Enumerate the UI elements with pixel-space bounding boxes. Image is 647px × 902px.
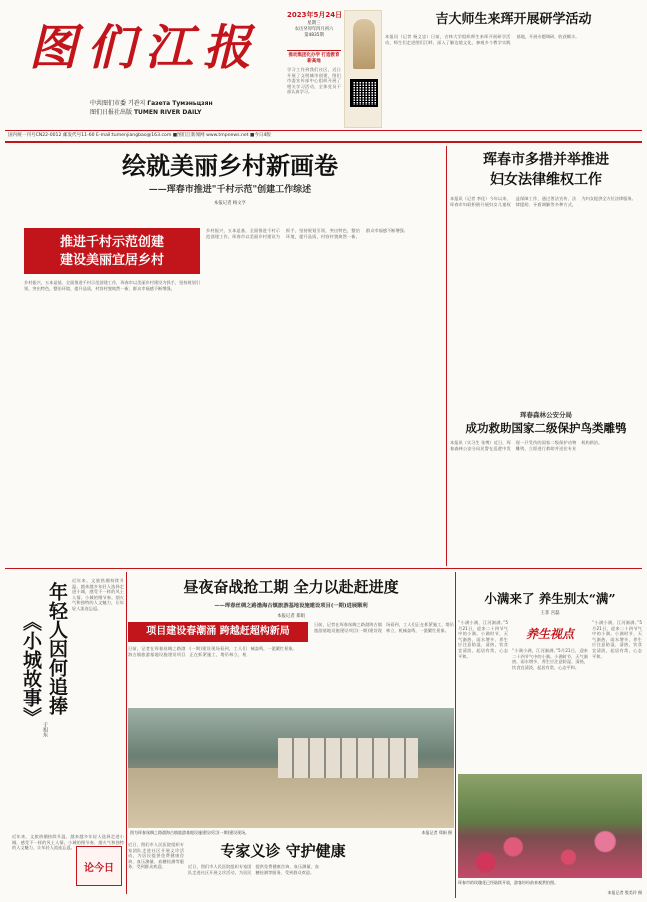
- project-photo-caption: 图为珲春丝绸之路渤海古镇旅游基地设施建设项目(一期)建设现场。: [130, 830, 250, 835]
- lead-box-line-1: 推进千村示范创建: [59, 235, 164, 250]
- qr-code-icon: [350, 79, 378, 107]
- promo-body: 学习工作到我们社区，近日开展了文明城市创建，图们市委宣传部中心组织开展了相关学习活动，全体党员干部认真学习。: [287, 67, 341, 95]
- masthead-logo: [6, 12, 284, 84]
- publisher-line-1: [90, 98, 213, 107]
- bottom-body-left: 近日，图们市人民医院组织专家团队走进社区开展义诊活动，为居民提供免费健康咨询、血压测量、血糖检测等服务，受到群众欢迎。: [128, 842, 184, 870]
- project-red-box: 项目建设春潮涌 跨越赶超构新局: [128, 622, 308, 642]
- police-body: 本报讯（实习生 张博）近日，珲春森林公安分局民警在巡逻中发现一只受伤的国家二级保护动物雕鸮，立即进行救助并送往专业机构救治。: [450, 440, 603, 451]
- youth-divider: [126, 572, 127, 894]
- photo-buildings: [278, 738, 418, 778]
- top-right-body: 本报讯（记者 杨义忠）日前，吉林大学组织师生来珲开展研学活动，师生们走进图们江畔，深入了解边境文化，参观多个教学实践基地，开展专题调研，收获颇丰。: [385, 34, 580, 45]
- xiaoman-byline: 王菲 宫磊: [540, 611, 560, 616]
- project-photo-credit: 本报记者 郑娟 摄: [421, 830, 452, 835]
- youth-title-2: 《小城故事》: [20, 612, 42, 726]
- today-tag-text: 论今日: [84, 862, 114, 874]
- lead-red-box: [24, 228, 200, 274]
- youth-body: 近年来，文旅热潮持续升温，越来越多年轻人选择走进小城，感受不一样的风土人情。小城的慢节奏、烟火气和独特的人文魅力，让年轻人流连忘返。: [72, 578, 124, 611]
- issue-date: 2023年5月24日: [287, 11, 343, 19]
- xiaoman-photo: [458, 774, 642, 878]
- sub-kr: 기관지: [127, 100, 146, 107]
- project-photo: [128, 708, 454, 828]
- publisher-bar: [90, 98, 285, 128]
- publisher-line-2: [90, 107, 201, 116]
- masthead-logo-text: 图们江报: [28, 20, 261, 76]
- women-headline-1: 珲春市多措并举推进: [483, 152, 609, 168]
- police-article: [450, 410, 642, 560]
- xiaoman-photo-caption: 珲春市的玫瑰花已经陆续开放，游客纷纷前来观赏拍照。: [458, 880, 558, 885]
- youth-author: 于旭东: [42, 722, 48, 737]
- date-block: [287, 10, 341, 38]
- women-body: 本报讯（记者 李佳）今年以来，珲春市妇联积极开展妇女儿童权益保障工作，通过普法宣传、法律援助、矛盾调解等多种方式，为妇女提供全方位法律服务。: [450, 196, 636, 207]
- police-headline: 成功救助国家二级保护鸟类雕鸮: [465, 421, 627, 435]
- top-right-headline: 吉大师生来珲开展研学活动: [435, 12, 592, 27]
- project-subhead: ——珲春丝绸之路渤海古镇旅游基地设施建设项目(一期)进展顺利: [214, 603, 368, 609]
- project-body-right: 日前，记者在珲春丝绸之路渤海古镇旅游基地设施建设项目(一期)建设现场看到，工人们正在抓紧施工，塔吊林立，机械轰鸣，一派繁忙景象。: [314, 622, 454, 633]
- youth-body-bottom: 近年来，文旅热潮持续升温，越来越多年轻人选择走进小城，感受不一样的风土人情。小城的慢节奏、烟火气和独特的人文魅力，让年轻人流连忘返。: [12, 834, 124, 851]
- xiaoman-headline: 小满来了 养生别太“满”: [484, 591, 616, 606]
- project-headline: 昼夜奋战抢工期 全力以赴赶进度: [183, 578, 399, 596]
- issue-number: 第4835期: [304, 33, 324, 38]
- sub-cn: 中共图们市委: [90, 100, 127, 107]
- ad-figure: [353, 19, 375, 69]
- xiaoman-body-col1: “小满小满，江河渐满。”5月21日，迎来二十四节气中的小满。小满时节，天气渐热，雨水增多，养生应注意防湿、清热，饮食宜清淡，起居有常，心态平和。: [458, 620, 508, 659]
- sub-en: TUMEN RIVER DAILY: [133, 109, 202, 116]
- xiaoman-body-mid: “小满小满，江河渐满。”5月21日，迎来二十四节气中的小满。小满时节，天气渐热，雨水增多，养生应注意防湿、清热，饮食宜清淡，起居有常，心态平和。: [512, 648, 588, 670]
- xiaoman-column-tag: [512, 622, 588, 644]
- bottom-body: 近日，图们市人民医院组织专家团队走进社区开展义诊活动，为居民提供免费健康咨询、血压测量、血糖检测等服务，受到群众欢迎。: [188, 864, 319, 875]
- xiaoman-divider: [455, 572, 456, 898]
- today-tag: [76, 846, 122, 886]
- top-right-article: [385, 10, 642, 128]
- project-byline: 本报记者 郑娟: [277, 614, 305, 619]
- youth-title-1: 年轻人因何追捧: [46, 582, 68, 715]
- women-headline-2: 妇女法律维权工作: [490, 172, 602, 188]
- xiaoman-article: [458, 572, 642, 898]
- info-bar-rule-bottom: [5, 141, 642, 143]
- section-rule: [5, 568, 642, 569]
- lead-subhead: ——珲春市推进"千村示范"创建工作综述: [148, 185, 312, 195]
- lunar-date: 农历癸卯年四月初六: [294, 27, 334, 32]
- police-headline-small: 珲春森林公安分局: [520, 411, 572, 419]
- promo-block: [287, 50, 341, 128]
- lead-headline: 绘就美丽乡村新画卷: [122, 151, 338, 180]
- promo-title: 推动集团化办学 打造教育新高地: [288, 53, 340, 64]
- sub-publisher: 图们日报社出版: [90, 109, 133, 116]
- bottom-headline: 专家义诊 守护健康: [220, 842, 346, 860]
- info-bar: 国内统一刊号CN22-0012 邮发代号11-60 E-mail:tumenjiangbao@163.com ■图们江新闻网 www.tmpnews.net ■今日4版: [8, 133, 272, 138]
- weekday: 星期三: [307, 21, 321, 26]
- lead-body-cols: 乡村振兴，五本是基，全面推进千村示范创建工作，珲春市以美丽乡村建设为抓手，坚持规划引领，突出特色，整治环境，提升品质，村容村貌焕然一新，群众幸福感不断增强。: [206, 228, 408, 239]
- xiaoman-column-tag-text: 养生视点: [525, 626, 574, 641]
- lead-box-line-2: 建设美丽宜居乡村: [59, 253, 164, 268]
- ad-panel: [344, 10, 382, 128]
- lead-article: [20, 146, 440, 566]
- sub-ru: Газета Тумэньцзян: [147, 100, 213, 107]
- info-bar-rule-top: [5, 130, 642, 131]
- lead-byline: 本报记者 杨文亨: [213, 201, 247, 206]
- project-body-left: 日前，记者在珲春丝绸之路渤海古镇旅游基地设施建设项目(一期)建设现场看到，工人们正在抓紧施工，塔吊林立，机械轰鸣，一派繁忙景象。: [128, 646, 297, 657]
- xiaoman-body-col3: “小满小满，江河渐满。”5月21日，迎来二十四节气中的小满。小满时节，天气渐热，雨水增多，养生应注意防湿、清热，饮食宜清淡，起居有常，心态平和。: [592, 620, 642, 659]
- right-col-divider: [446, 146, 447, 566]
- women-article: [450, 146, 642, 406]
- lead-body-col1: 乡村振兴，五本是基，全面推进千村示范创建工作，珲春市以美丽乡村建设为抓手，坚持规划引领，突出特色，整治环境，提升品质，村容村貌焕然一新，群众幸福感不断增强。: [24, 280, 200, 291]
- bottom-article: [128, 838, 454, 898]
- xiaoman-photo-credit: 本报记者 殷美玲 摄: [607, 890, 642, 895]
